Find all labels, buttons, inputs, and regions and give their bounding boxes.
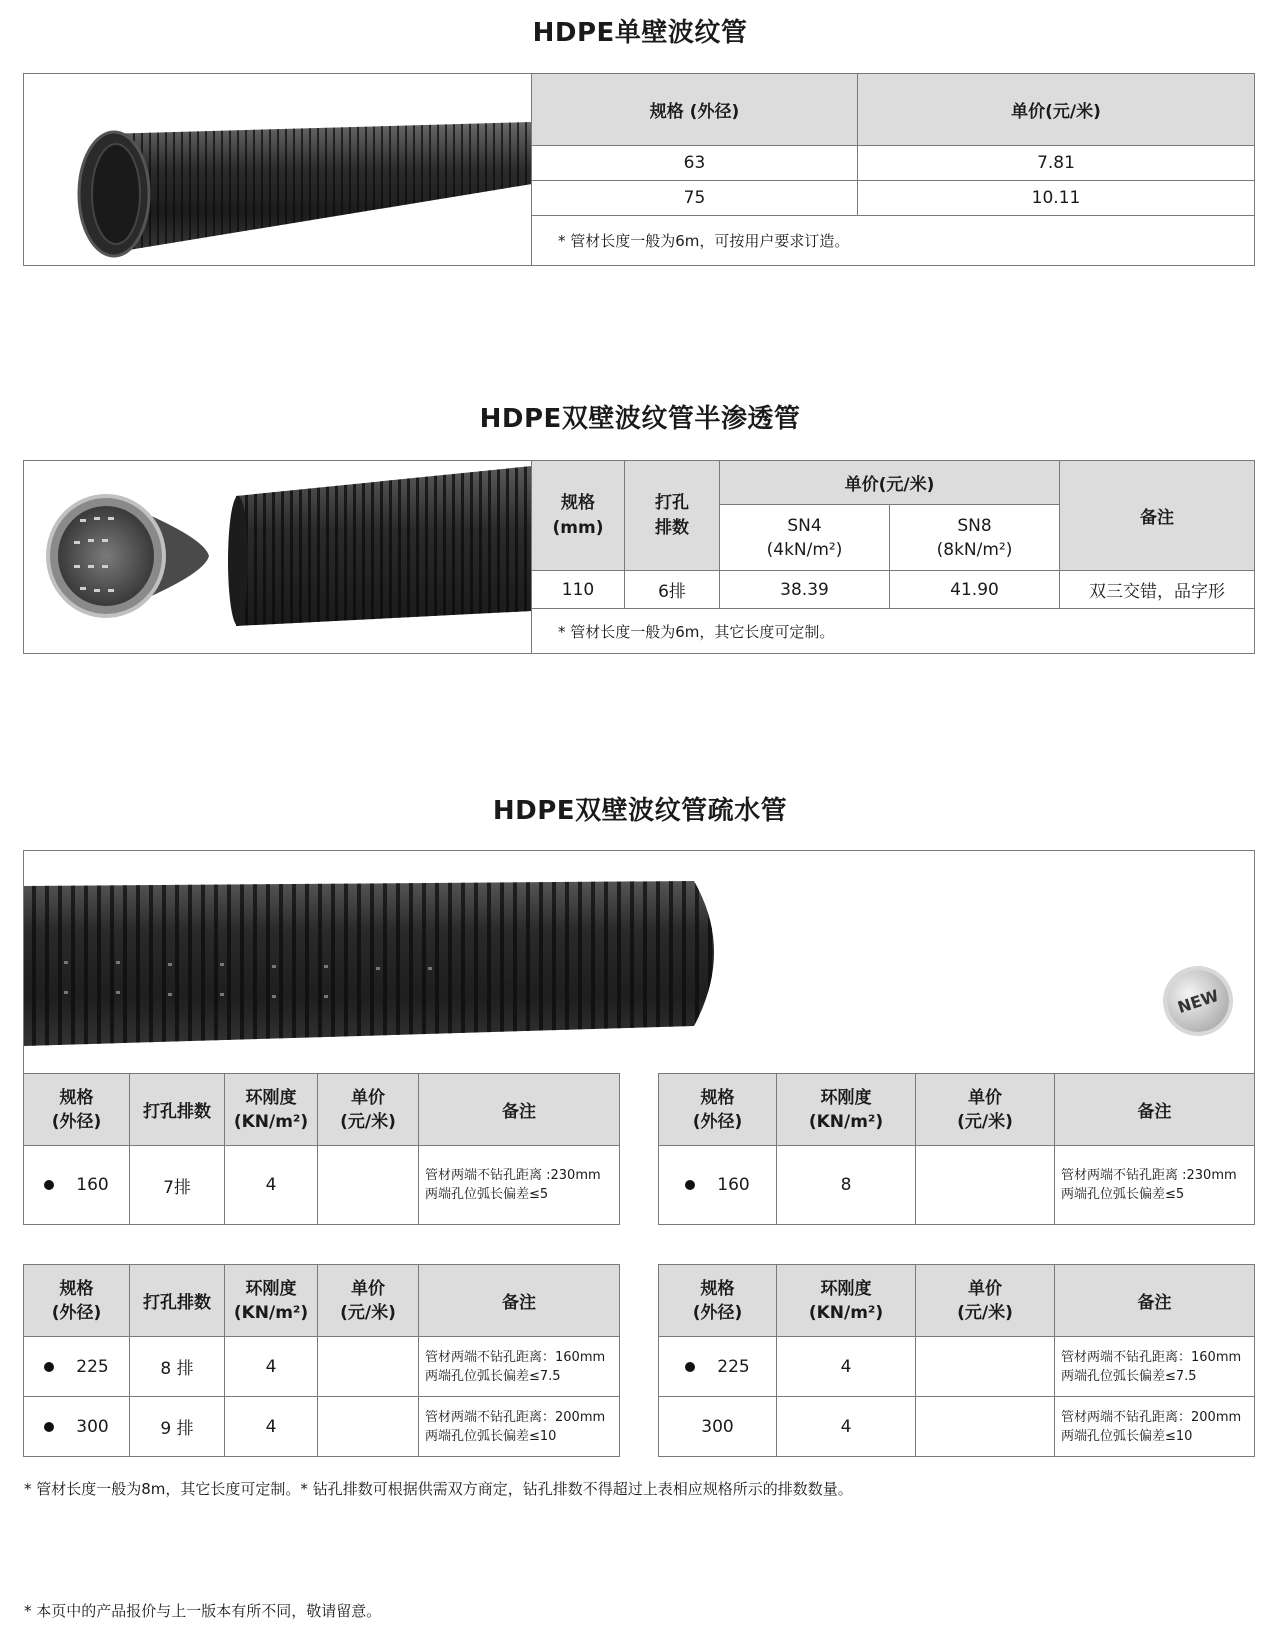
table-row	[24, 1337, 620, 1397]
spec-cell: 225	[24, 1337, 130, 1397]
header-price: 单价 (元/米)	[318, 1265, 419, 1337]
stiffness-cell: 4	[777, 1397, 916, 1457]
section1-note: * 管材长度一般为6m，可按用户要求订造。	[532, 216, 1255, 266]
drain-table-3	[23, 1264, 620, 1457]
table-row	[532, 181, 1255, 216]
header-stiffness: 环刚度 (KN/m²)	[225, 1074, 318, 1146]
bullet-icon	[44, 1180, 54, 1190]
drain-table-2	[658, 1073, 1255, 1225]
table-row	[659, 1397, 1255, 1457]
spec-cell: 225	[659, 1337, 777, 1397]
section3-title: HDPE双壁波纹管疏水管	[492, 796, 788, 826]
price-cell	[916, 1337, 1055, 1397]
price-cell: 7.81	[858, 146, 1255, 181]
section2-table	[531, 460, 1255, 654]
price-cell	[318, 1337, 419, 1397]
stiffness-cell: 4	[225, 1146, 318, 1225]
header-price: 单价 (元/米)	[318, 1074, 419, 1146]
sn8-price-cell: 41.90	[890, 571, 1060, 609]
section3-note: * 管材长度一般为8m，其它长度可定制。* 钻孔排数可根据供需双方商定，钻孔排数不得超过上表相应规格所示的排数数量。	[24, 1480, 853, 1498]
single-wall-pipe-image	[24, 74, 532, 265]
table-row	[659, 1337, 1255, 1397]
bullet-icon	[685, 1362, 695, 1372]
stiffness-cell: 8	[777, 1146, 916, 1225]
table-row	[24, 1146, 620, 1225]
drain-table-1	[23, 1073, 620, 1225]
table-row	[532, 146, 1255, 181]
spec-cell: 75	[532, 181, 858, 216]
holes-cell: 8 排	[130, 1337, 225, 1397]
header-price: 单价 (元/米)	[916, 1074, 1055, 1146]
stiffness-cell: 4	[225, 1337, 318, 1397]
drainage-pipe-image	[24, 851, 744, 1066]
header-holes: 打孔排数	[130, 1074, 225, 1146]
bullet-icon	[44, 1362, 54, 1372]
remark-cell: 管材两端不钻孔距离：160mm 两端孔位弧长偏差≤7.5	[1055, 1337, 1255, 1397]
stiffness-cell: 4	[777, 1337, 916, 1397]
header-remark: 备注	[419, 1265, 620, 1337]
header-spec: 规格 (外径)	[24, 1074, 130, 1146]
header-spec: 规格 (mm)	[532, 461, 625, 571]
header-remark: 备注	[1060, 461, 1255, 571]
header-stiffness: 环刚度 (KN/m²)	[777, 1265, 916, 1337]
header-holes: 打孔排数	[130, 1265, 225, 1337]
spec-cell: 160	[24, 1146, 130, 1225]
header-sn4: SN4 (4kN/m²)	[720, 505, 890, 571]
price-cell	[318, 1397, 419, 1457]
remark-cell: 管材两端不钻孔距离 :230mm 两端孔位弧长偏差≤5	[419, 1146, 620, 1225]
price-cell: 10.11	[858, 181, 1255, 216]
header-price: 单价(元/米)	[858, 74, 1255, 146]
spec-cell: 63	[532, 146, 858, 181]
spec-cell: 300	[24, 1397, 130, 1457]
table-row	[659, 1146, 1255, 1225]
price-cell	[916, 1146, 1055, 1225]
bullet-icon	[685, 1180, 695, 1190]
footer-note: * 本页中的产品报价与上一版本有所不同，敬请留意。	[24, 1602, 382, 1620]
holes-cell: 6排	[625, 571, 720, 609]
spec-cell: 160	[659, 1146, 777, 1225]
header-price: 单价 (元/米)	[916, 1265, 1055, 1337]
spec-cell: 110	[532, 571, 625, 609]
header-remark: 备注	[419, 1074, 620, 1146]
remark-cell: 管材两端不钻孔距离：200mm 两端孔位弧长偏差≤10	[1055, 1397, 1255, 1457]
table-row	[24, 1397, 620, 1457]
semi-permeable-pipe-image	[24, 461, 532, 653]
section1-table	[531, 73, 1255, 266]
remark-cell: 管材两端不钻孔距离：200mm 两端孔位弧长偏差≤10	[419, 1397, 620, 1457]
section1-title: HDPE单壁波纹管	[532, 18, 748, 48]
remark-cell: 双三交错，品字形	[1060, 571, 1255, 609]
section2-title: HDPE双壁波纹管半渗透管	[479, 404, 801, 434]
header-stiffness: 环刚度 (KN/m²)	[777, 1074, 916, 1146]
holes-cell: 7排	[130, 1146, 225, 1225]
bullet-icon	[44, 1422, 54, 1432]
header-holes: 打孔 排数	[625, 461, 720, 571]
drain-table-4	[658, 1264, 1255, 1457]
spec-cell: 300	[659, 1397, 777, 1457]
sn4-price-cell: 38.39	[720, 571, 890, 609]
price-cell	[916, 1397, 1055, 1457]
header-sn8: SN8 (8kN/m²)	[890, 505, 1060, 571]
header-spec: 规格 (外径)	[532, 74, 858, 146]
stiffness-cell: 4	[225, 1397, 318, 1457]
header-remark: 备注	[1055, 1074, 1255, 1146]
price-cell	[318, 1146, 419, 1225]
new-badge: NEW	[1159, 962, 1237, 1040]
header-spec: 规格 (外径)	[659, 1265, 777, 1337]
header-price: 单价(元/米)	[720, 461, 1060, 505]
remark-cell: 管材两端不钻孔距离：160mm 两端孔位弧长偏差≤7.5	[419, 1337, 620, 1397]
remark-cell: 管材两端不钻孔距离 :230mm 两端孔位弧长偏差≤5	[1055, 1146, 1255, 1225]
header-spec: 规格 (外径)	[24, 1265, 130, 1337]
header-remark: 备注	[1055, 1265, 1255, 1337]
holes-cell: 9 排	[130, 1397, 225, 1457]
table-row	[532, 571, 1255, 609]
section2-note: * 管材长度一般为6m，其它长度可定制。	[532, 609, 1255, 654]
header-spec: 规格 (外径)	[659, 1074, 777, 1146]
header-stiffness: 环刚度 (KN/m²)	[225, 1265, 318, 1337]
